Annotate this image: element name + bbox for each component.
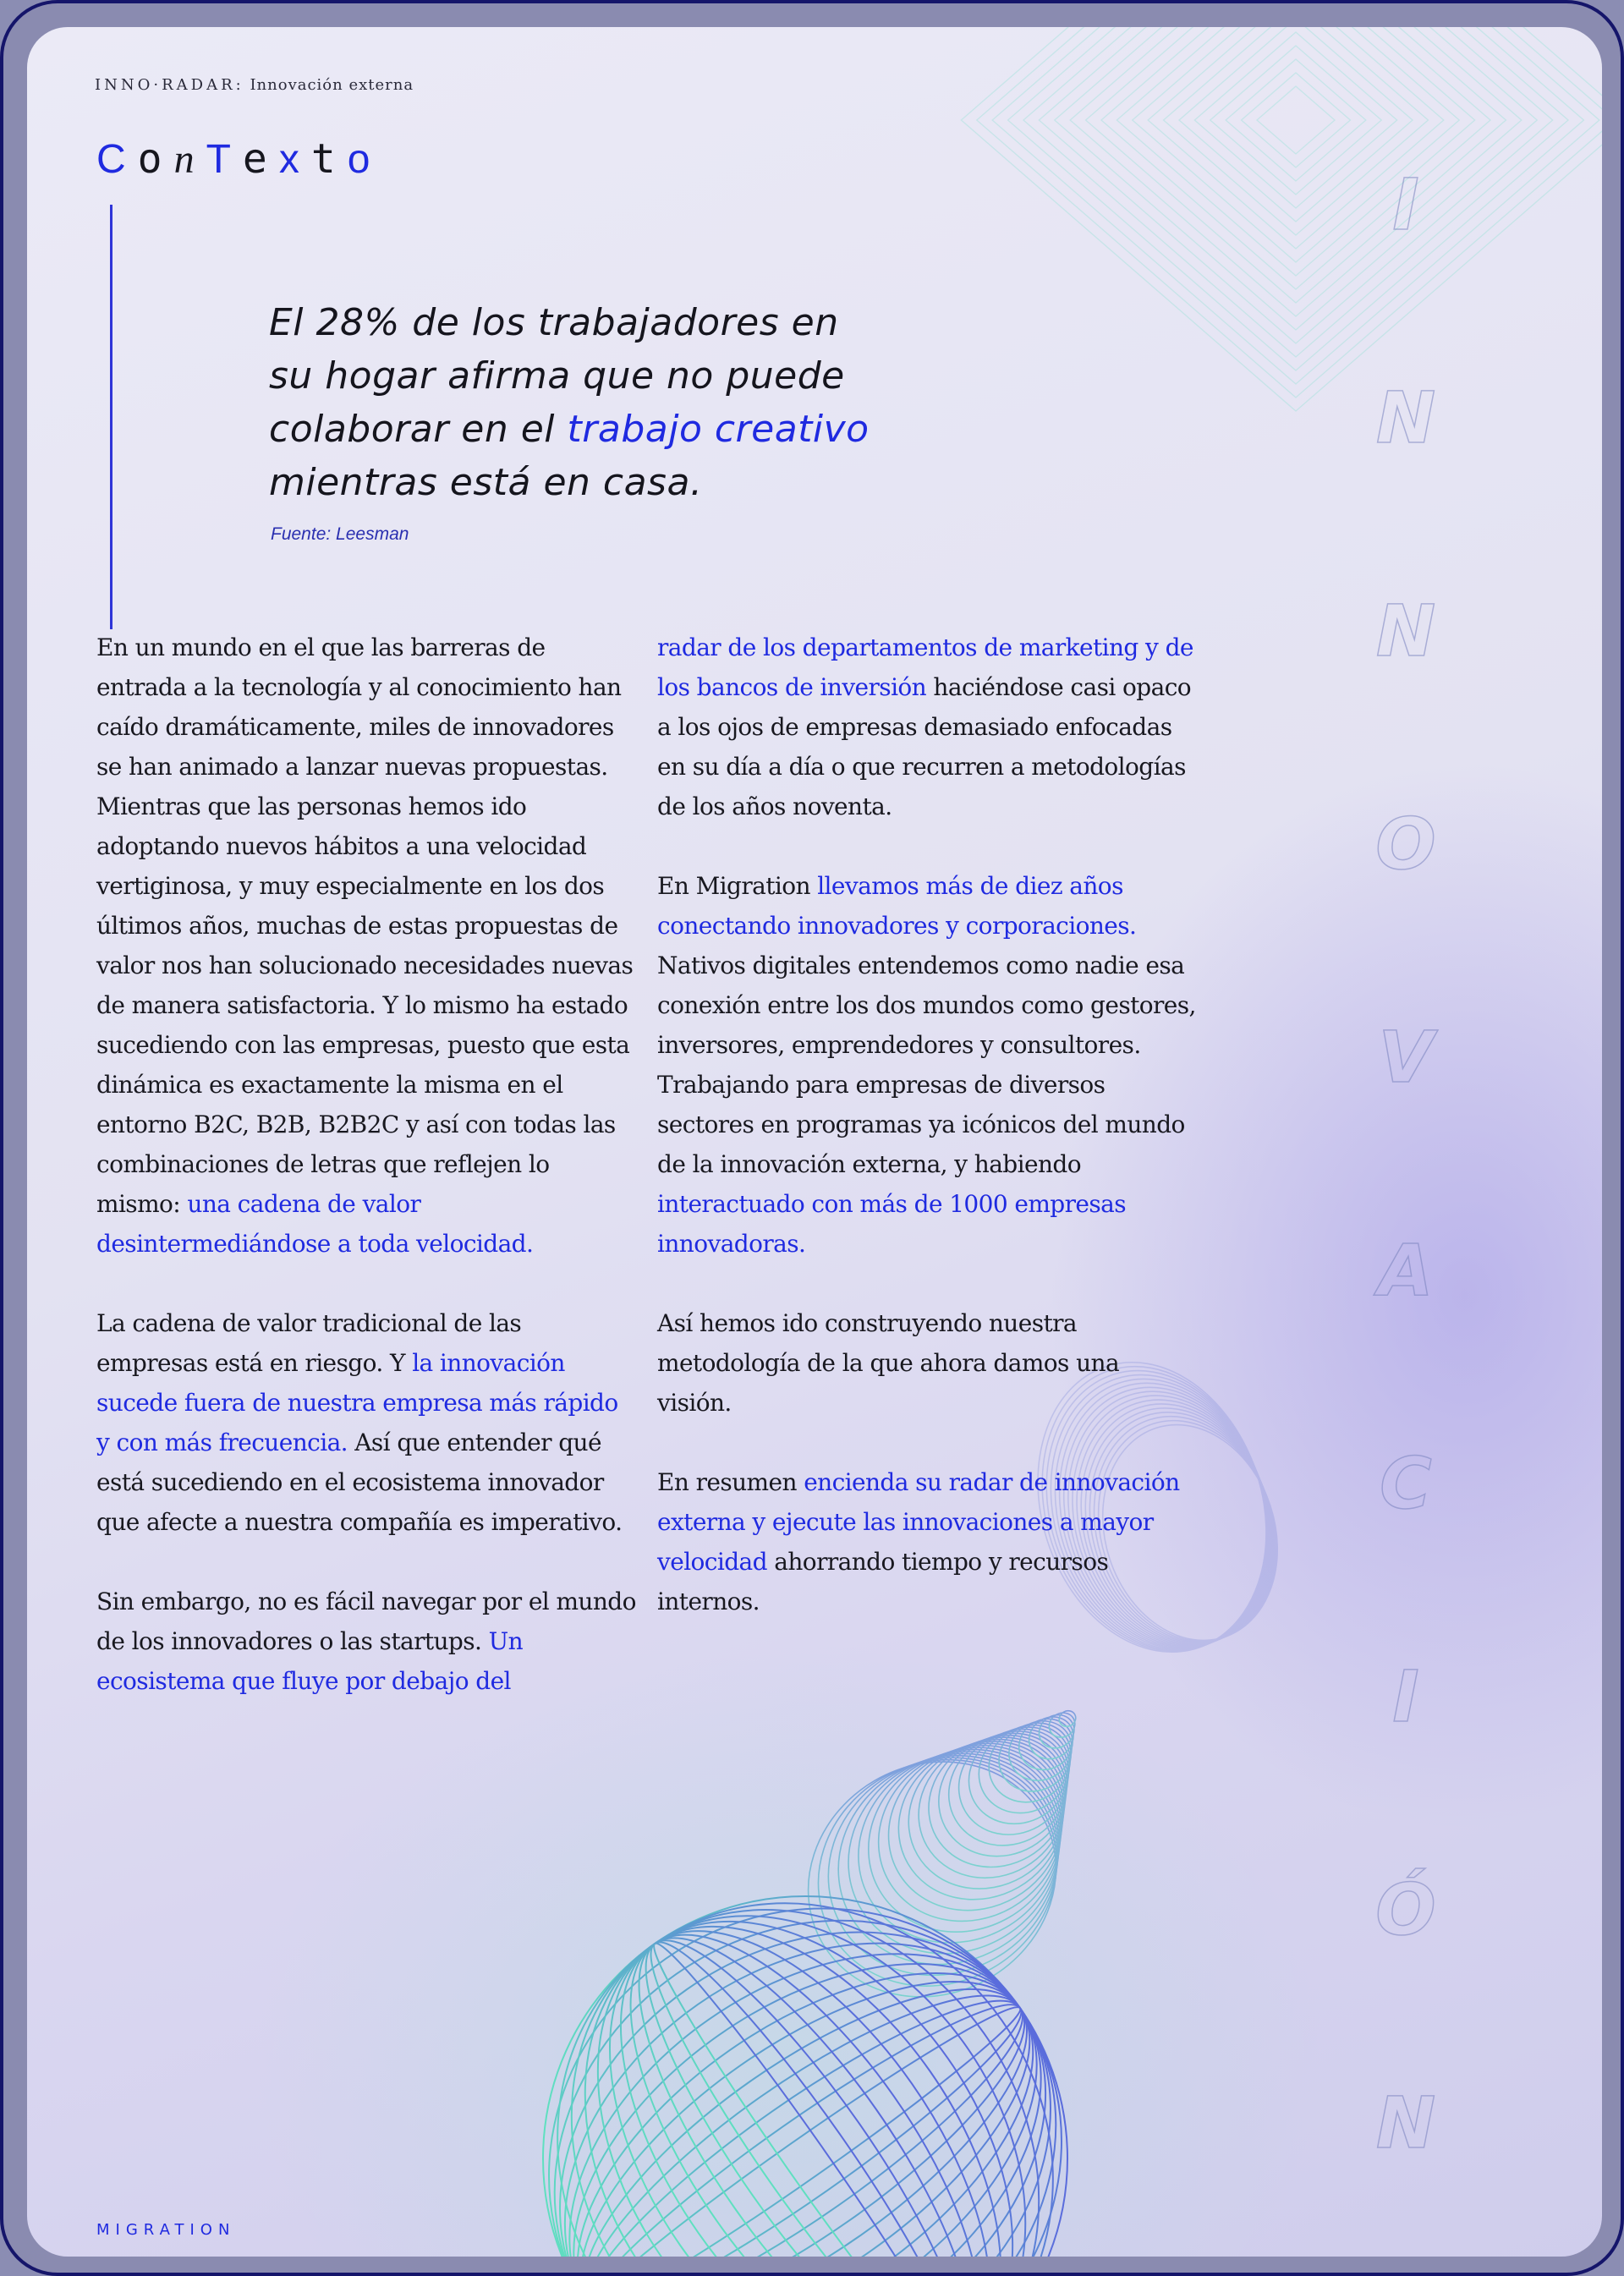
- title-letter: t: [310, 135, 348, 183]
- title-letter: C: [96, 137, 138, 182]
- body-highlight: encienda su radar de innovación externa y ejecute las innovaciones a mayor velocidad: [657, 1468, 1180, 1576]
- brand-footer: MIGRATION: [96, 2221, 236, 2239]
- outline-letter: V: [1378, 1016, 1434, 1099]
- paragraph: Así hemos ido construyendo nuestra metodología de la que ahora damos una visión.: [657, 1309, 1120, 1417]
- body-highlight: llevamos más de diez años conectando innovadores y corporaciones.: [657, 872, 1137, 940]
- page-sheet: [27, 27, 1602, 2257]
- body-highlight: interactuado con más de 1000 empresas innovadoras.: [657, 1190, 1127, 1258]
- outline-letter: N: [1375, 2081, 1436, 2164]
- outline-letter: I: [1392, 1655, 1419, 1738]
- quote-line: su hogar afirma que no puede: [269, 354, 845, 398]
- title-letter: T: [206, 137, 243, 182]
- quote-bar: [110, 205, 112, 629]
- body-text: La cadena de valor tradicional de las empresas está en riesgo. Y: [96, 1309, 522, 1377]
- title-letter: n: [173, 137, 206, 182]
- outline-letter: N: [1375, 376, 1436, 459]
- title-letter: x: [278, 137, 311, 182]
- outline-letter: N: [1375, 590, 1436, 672]
- header-subtitle: Innovación externa: [250, 76, 414, 94]
- quote-source: Fuente: Leesman: [271, 524, 409, 544]
- vertical-outline-word: [1355, 154, 1457, 2257]
- quote-line: [269, 403, 946, 456]
- paragraph: [96, 1582, 638, 1701]
- outline-letter: I: [1392, 163, 1419, 246]
- body-highlight: la innovación sucede fuera de nuestra empresa más rápido y con más frecuencia.: [96, 1349, 618, 1456]
- outline-letter: C: [1380, 1442, 1432, 1525]
- quote-line: El 28% de los trabajadores en: [269, 301, 839, 344]
- body-highlight: una cadena de valor desintermediándose a toda velocidad.: [96, 1190, 534, 1258]
- quote-highlight: trabajo creativo: [567, 408, 870, 451]
- body-text: En un mundo en el que las barreras de entrada a la tecnología y al conocimiento han caído dramáticamente, miles de innovadores se han animado a lanzar nuevas propuestas. Mientras que las personas hemos ido adoptando nuevos hábitos a una velocidad vertiginosa, y muy especialmente en los dos últimos años, muchas de estas propuestas de valor nos han solucionado necesidades nuevas de manera satisfactoria. Y lo mismo ha estado sucediendo con las empresas, puesto que esta dinámica es exactamente la misma en el entorno B2C, B2B, B2B2C y así con todas las combinaciones de letras que reflejen lo mismo:: [96, 633, 634, 1218]
- outline-letter: Ó: [1375, 1868, 1436, 1951]
- body-column-left: [96, 628, 638, 1741]
- body-text: ahorrando tiempo y recursos internos.: [657, 1548, 1109, 1615]
- diamond-line-pattern: [961, 27, 1602, 411]
- title-letter: o: [347, 137, 382, 182]
- body-text: Así que entender qué está sucediendo en el ecosistema innovador que afecte a nuestra compañía es imperativo.: [96, 1429, 623, 1536]
- cone-line-pattern: [765, 1708, 1100, 2042]
- running-header: [95, 76, 414, 94]
- outline-letter: O: [1375, 803, 1436, 886]
- paragraph: [657, 1462, 1199, 1621]
- title-letter: o: [137, 135, 174, 183]
- paragraph: [96, 1303, 638, 1542]
- body-text: En resumen: [657, 1468, 804, 1496]
- body-highlight: Un ecosistema que fluye por debajo del: [96, 1627, 524, 1695]
- body-highlight: radar de los departamentos de marketing y de los bancos de inversión: [657, 633, 1193, 701]
- paragraph: [96, 628, 638, 1264]
- body-column-right: [657, 628, 1199, 1661]
- quote-line: mientras está en casa.: [269, 461, 703, 504]
- quote-text: colaborar en el: [269, 408, 568, 451]
- body-text: Nativos digitales entendemos como nadie esa conexión entre los dos mundos como gestores, inversores, emprendedores y consultores. Trabajando para empresas de diversos sectores en programas ya icónicos del mundo de la innovación externa, y habiendo: [657, 952, 1196, 1178]
- body-text: En Migration: [657, 872, 818, 900]
- paragraph: [657, 628, 1199, 826]
- body-text: Sin embargo, no es fácil navegar por el mundo de los innovadores o las startups.: [96, 1588, 636, 1655]
- body-text: haciéndose casi opaco a los ojos de empresas demasiado enfocadas en su día a día o que recurren a metodologías de los años noventa.: [657, 673, 1192, 820]
- section-title: [96, 135, 381, 183]
- paragraph: [657, 866, 1199, 1264]
- header-caps: INNO·RADAR:: [95, 76, 244, 94]
- title-letter: e: [242, 135, 279, 183]
- pull-quote: [269, 296, 946, 509]
- outline-letter: A: [1378, 1229, 1434, 1312]
